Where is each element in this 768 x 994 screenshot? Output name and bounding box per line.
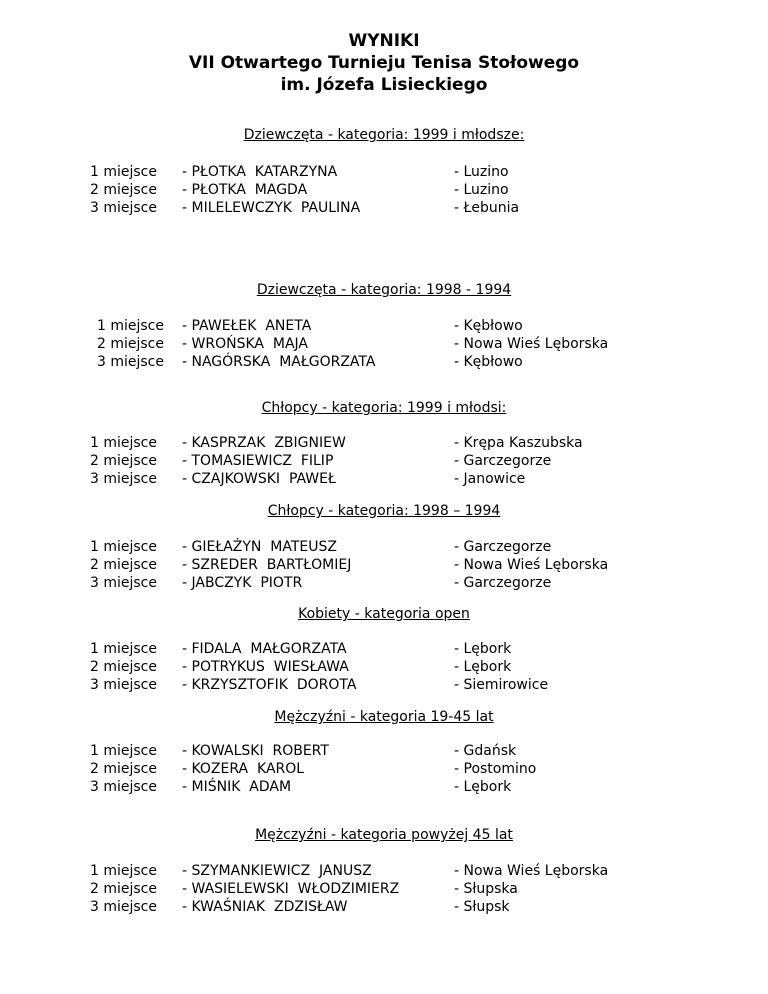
player-town: - Krępa Kaszubska [454, 435, 583, 451]
player-town: - Garczegorze [454, 575, 552, 591]
section-heading: Kobiety - kategoria open [298, 606, 470, 622]
place-label: 3 miejsce [90, 471, 157, 487]
section-heading: Dziewczęta - kategoria: 1998 - 1994 [256, 282, 512, 298]
player-name: - MILELEWCZYK PAULINA [182, 200, 361, 216]
section-heading: Chłopcy - kategoria: 1998 – 1994 [267, 503, 501, 519]
player-town: - Słupsk [454, 899, 510, 915]
place-label: 2 miejsce [90, 557, 157, 573]
player-name: - WASIELEWSKI WŁODZIMIERZ [182, 881, 400, 897]
player-town: - Słupska [454, 881, 518, 897]
player-name: - KWAŚNIAK ZDZISŁAW [182, 899, 348, 915]
result-row [0, 898, 768, 916]
player-name: - POTRYKUS WIESŁAWA [182, 659, 349, 675]
place-label: 1 miejsce [90, 435, 157, 451]
player-town: - Postomino [454, 761, 537, 777]
place-label: 2 miejsce [90, 761, 157, 777]
player-name: - SZYMANKIEWICZ JANUSZ [182, 863, 372, 879]
place-label: 1 miejsce [97, 318, 164, 334]
player-town: - Nowa Wieś Lęborska [454, 863, 609, 879]
result-row [0, 353, 768, 371]
result-row [0, 317, 768, 335]
player-name: - PŁOTKA KATARZYNA [182, 164, 338, 180]
player-town: - Garczegorze [454, 539, 552, 555]
place-label: 1 miejsce [90, 743, 157, 759]
result-row [0, 434, 768, 452]
result-row [0, 742, 768, 760]
document-title [0, 30, 768, 96]
player-town: - Lębork [454, 779, 512, 795]
player-town: - Kębłowo [454, 318, 523, 334]
result-row [0, 452, 768, 470]
place-label: 3 miejsce [90, 575, 157, 591]
title-line-3: im. Józefa Lisieckiego [280, 75, 488, 95]
result-row [0, 556, 768, 574]
player-name: - TOMASIEWICZ FILIP [182, 453, 334, 469]
result-row [0, 862, 768, 880]
result-row [0, 676, 768, 694]
place-label: 1 miejsce [90, 164, 157, 180]
player-name: - PAWEŁEK ANETA [182, 318, 312, 334]
result-row [0, 335, 768, 353]
player-name: - WROŃSKA MAJA [182, 336, 308, 352]
player-town: - Nowa Wieś Lęborska [454, 336, 609, 352]
section-heading: Chłopcy - kategoria: 1999 i młodsi: [261, 400, 507, 416]
title-line-2: VII Otwartego Turnieju Tenisa Stołowego [188, 53, 580, 73]
player-name: - FIDALA MAŁGORZATA [182, 641, 347, 657]
title-line-1: WYNIKI [348, 31, 420, 51]
player-town: - Lębork [454, 641, 512, 657]
result-row [0, 538, 768, 556]
player-name: - KRZYSZTOFIK DOROTA [182, 677, 357, 693]
section-heading: Mężczyźni - kategoria powyżej 45 lat [255, 827, 513, 843]
player-town: - Janowice [454, 471, 526, 487]
player-name: - KOZERA KAROL [182, 761, 305, 777]
place-label: 2 miejsce [90, 182, 157, 198]
place-label: 1 miejsce [90, 863, 157, 879]
place-label: 2 miejsce [90, 453, 157, 469]
place-label: 1 miejsce [90, 641, 157, 657]
result-row [0, 574, 768, 592]
place-label: 3 miejsce [90, 677, 157, 693]
player-name: - JABCZYK PIOTR [182, 575, 303, 591]
player-town: - Lębork [454, 659, 512, 675]
player-town: - Gdańsk [454, 743, 517, 759]
player-name: - KASPRZAK ZBIGNIEW [182, 435, 346, 451]
player-town: - Łebunia [454, 200, 520, 216]
player-name: - PŁOTKA MAGDA [182, 182, 308, 198]
player-name: - MIŚNIK ADAM [182, 779, 292, 795]
place-label: 1 miejsce [90, 539, 157, 555]
place-label: 3 miejsce [97, 354, 164, 370]
player-town: - Nowa Wieś Lęborska [454, 557, 609, 573]
player-name: - GIEŁAŻYN MATEUSZ [182, 539, 337, 555]
result-row [0, 880, 768, 898]
result-row [0, 470, 768, 488]
place-label: 2 miejsce [97, 336, 164, 352]
player-name: - NAGÓRSKA MAŁGORZATA [182, 354, 376, 370]
result-row [0, 640, 768, 658]
result-row [0, 163, 768, 181]
player-name: - CZAJKOWSKI PAWEŁ [182, 471, 336, 487]
place-label: 3 miejsce [90, 200, 157, 216]
player-town: - Kębłowo [454, 354, 523, 370]
place-label: 2 miejsce [90, 881, 157, 897]
player-town: - Garczegorze [454, 453, 552, 469]
section-heading: Dziewczęta - kategoria: 1999 i młodsze: [243, 127, 525, 143]
result-row [0, 658, 768, 676]
place-label: 2 miejsce [90, 659, 157, 675]
player-town: - Siemirowice [454, 677, 549, 693]
player-name: - SZREDER BARTŁOMIEJ [182, 557, 352, 573]
result-row [0, 760, 768, 778]
result-row [0, 181, 768, 199]
result-row [0, 199, 768, 217]
place-label: 3 miejsce [90, 779, 157, 795]
player-name: - KOWALSKI ROBERT [182, 743, 329, 759]
player-town: - Luzino [454, 182, 509, 198]
section-heading: Mężczyźni - kategoria 19-45 lat [274, 709, 494, 725]
player-town: - Luzino [454, 164, 509, 180]
result-row [0, 778, 768, 796]
place-label: 3 miejsce [90, 899, 157, 915]
